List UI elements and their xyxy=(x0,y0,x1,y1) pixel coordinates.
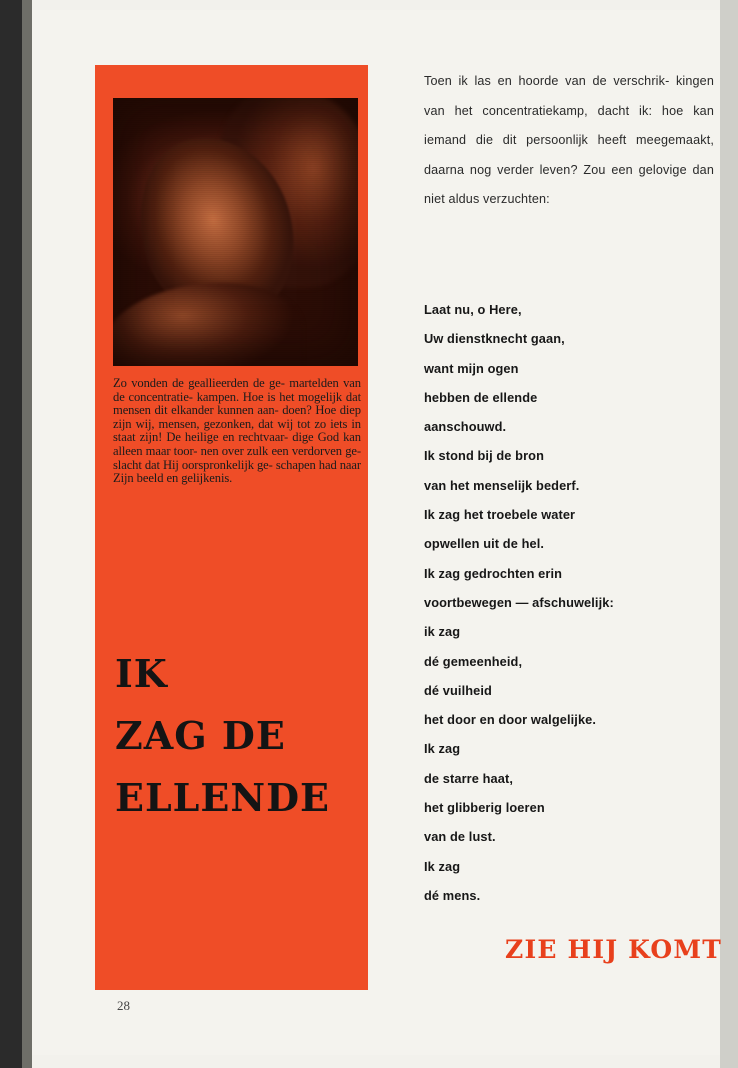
poem-line: Ik zag gedrochten erin xyxy=(424,565,563,581)
poem-line: Ik zag het troebele water xyxy=(424,507,576,523)
page-paper xyxy=(32,0,723,1068)
page-number: 28 xyxy=(117,998,130,1013)
series-title: ZIE HIJ KOMT xyxy=(505,935,723,964)
poem-line: van de lust. xyxy=(424,829,496,845)
poem-line: Laat nu, o Here, xyxy=(424,302,522,317)
poem-line: ik zag xyxy=(424,624,461,640)
poem-line: Ik zag xyxy=(424,741,461,757)
poem-line: van het menselijk bederf. xyxy=(424,477,580,493)
article-headline xyxy=(115,643,365,829)
concentration-camp-photo xyxy=(113,98,358,366)
poem-line: Ik zag xyxy=(424,858,461,874)
poem-line: Uw dienstknecht gaan, xyxy=(424,331,565,347)
photo-caption: Zo vonden de geallieerden de ge- martelden van de concentratie- kampen. Hoe is het mogelijk dat mensen dit elkander kunnen aan- doen? Hoe diep zijn wij, mensen, gezonken, dat wij tot zo iets in staat zijn! De heilige en rechtvaar- dige God kan alleen maar toor- nen over zulk een verdorven ge- slacht dat Hij oorspronkelijk ge- schapen had naar Zijn beeld en gelijkenis. xyxy=(113,376,361,486)
poem-block xyxy=(424,295,724,910)
scan-gutter-dark xyxy=(0,0,22,1068)
poem-line: aanschouwd. xyxy=(424,419,507,435)
poem-line: het glibberig loeren xyxy=(424,800,545,816)
headline-line-1: IK xyxy=(115,651,168,696)
intro-paragraph: Toen ik las en hoorde van de verschrik- kingen van het concentratiekamp, dacht ik: hoe kan iemand die dit persoonlijk heeft meegemaakt, daarna nog verder leven? Zou een gelovige dan niet aldus verzuchten: xyxy=(424,74,714,206)
poem-line: het door en door walgelijke. xyxy=(424,712,597,728)
photo-vignette xyxy=(113,98,358,366)
poem-line: hebben de ellende xyxy=(424,389,538,405)
poem-line: dé gemeenheid, xyxy=(424,653,523,669)
poem-line: opwellen uit de hel. xyxy=(424,536,545,552)
orange-panel xyxy=(95,65,368,990)
poem-line: want mijn ogen xyxy=(424,360,519,376)
poem-line: voortbewegen — afschuwelijk: xyxy=(424,594,614,610)
headline-line-2: ZAG DE xyxy=(115,713,286,758)
page-paper-inner xyxy=(32,10,723,1055)
scan-gutter-shadow xyxy=(22,0,32,1068)
headline-line-3: ELLENDE xyxy=(115,775,331,820)
poem-line: Ik stond bij de bron xyxy=(424,448,545,464)
poem-line: dé mens. xyxy=(424,887,481,903)
poem-line: de starre haat, xyxy=(424,770,513,786)
poem-line: dé vuilheid xyxy=(424,682,492,698)
